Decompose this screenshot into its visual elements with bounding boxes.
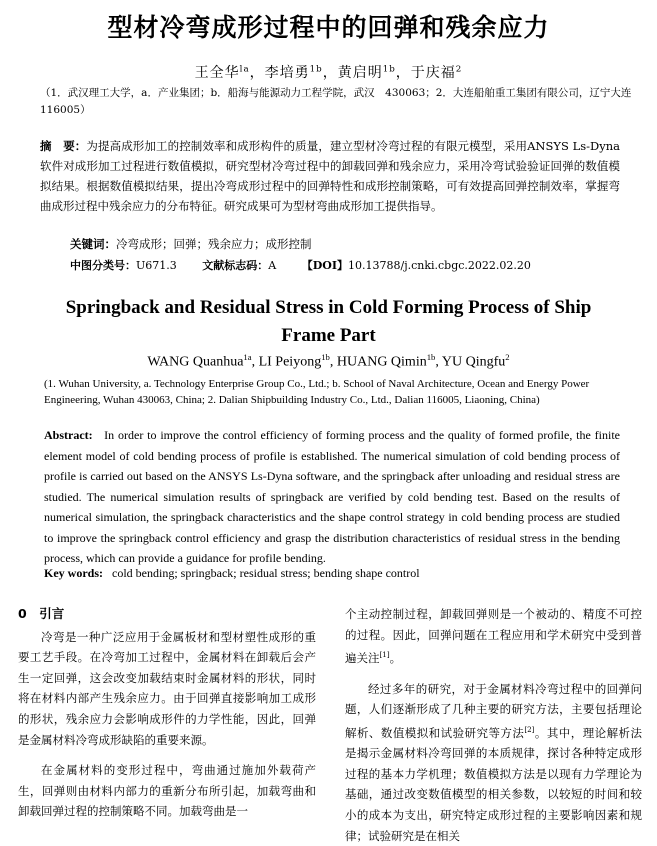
paragraph: 在金属材料的变形过程中，弯曲通过施加外载荷产生，回弹则由材料内部力的重新分布所引起，加载弯曲和卸载回弹过程的控制策略不同。加载弯曲是一 <box>18 763 316 819</box>
doi: 【DOI】10.13788/j.cnki.cbgc.2022.02.20 <box>301 259 531 272</box>
clc-number: 中图分类号：U671.3 <box>70 259 177 272</box>
en-authors: WANG Quanhua$^{1a}$, LI Peiyong$^{1b}$, HUANG Qimin$^{1b}$, YU Qingfu$^2$ <box>147 352 510 370</box>
en-title: Springback and Residual Stress in Cold Forming Process of Ship Frame Part <box>65 297 592 346</box>
document-code: 文献标志码：A <box>202 259 277 272</box>
en-affiliation: (1. Wuhan University, a. Technology Enterprise Group Co., Ltd.; b. School of Naval Architecture, Ocean and Energy Power Engineering, Wuhan 430063, China; 2. Dalian Shipbuilding Industry Co., Ltd., Dalian 116005, Liaoning, China) <box>44 378 590 406</box>
cn-classification <box>70 257 553 273</box>
cn-abstract: 摘 要：为提高成形加工的控制效率和成形构件的质量，建立型材冷弯过程的有限元模型，采用ANSYS Ls-Dyna软件对成形加工过程进行数值模拟，研究型材冷弯过程中的卸载回弹和残余应力，采用冷弯试验验证回弹的数值模拟结果。根据数值模拟结果，提出冷弯成形过程中的回弹特性和成形控制策略，可有效提高回弹控制效率，掌握弯曲成形过程中残余应力的分布特征。研究成果可为型材弯曲成形加工提供指导。 <box>40 139 621 213</box>
paragraph: 个主动控制过程，卸载回弹则是一个被动的、精度不可控的过程。因此，回弹问题在工程应用和学术研究中受到普遍关注[1]。 <box>345 607 642 666</box>
en-abstract: Abstract: In order to improve the control efficiency of forming process and the quality of formed profile, the finite element model of cold bending process of profile is established. The numerical simulation of cold bending process of profile is carried out based on the ANSYS Ls-Dyna software, and the springback after unloading and residual stress are studied. The numerical simulation results of springback are verified by cold bending test. Based on the results of numerical simulation, the springback characteristics and the shape control strategy in cold bending process are studied to improve the springback control efficiency and grasp the distribution characteristics of residual stress in the bending process, which can provide a guidance for profile bending. <box>44 428 620 565</box>
cn-affiliation: （1．武汉理工大学，a．产业集团；b．船海与能源动力工程学院，武汉 430063；2．大连船舶重工集团有限公司，辽宁大连 116005） <box>40 87 642 116</box>
section-heading: 0 引言 <box>18 606 65 621</box>
citation: [2] <box>524 724 535 734</box>
cn-keywords: 关键词：冷弯成形；回弹；残余应力；成形控制 <box>70 237 312 251</box>
paragraph: 冷弯是一种广泛应用于金属板材和型材塑性成形的重要工艺手段。在冷弯加工过程中，金属材料在卸载后会产生一定回弹，这会改变加载结束时金属材料的形状，同时将在材料内部产生残余应力。由于回弹直接影响加工成形的形状，残余应力会影响成形件的力学性能，因此，回弹是金属材料冷弯成形缺陷的重要来源。 <box>18 629 316 747</box>
paragraph: 经过多年的研究，对于金属材料冷弯过程中的回弹问题，人们逐渐形成了几种主要的研究方法，主要包括理论解析、数值模拟和试验研究等方法[2]。其中，理论解析法是揭示金属材料冷弯回弹的本质规律，探讨各种特定成形过程的基本力学机理；数值模拟方法是以现有力学理论为基础，通过改变数值模型的相关参数，以较短的时间和较小的成本为支出，研究特定成形过程的主要影响因素和规律；试验研究是在相关 <box>345 681 643 843</box>
cn-title: 型材冷弯成形过程中的回弹和残余应力 <box>107 13 550 42</box>
citation: [1] <box>379 650 390 660</box>
body-left-column <box>18 604 316 822</box>
cn-authors: 王全华$^{la}$，李培勇$^{1b}$，黄启明$^{1b}$，于庆福$^2$ <box>194 64 463 81</box>
body-right-column <box>345 604 642 846</box>
en-keywords: Key words: cold bending; springback; residual stress; bending shape control <box>44 566 420 580</box>
cn-abstract-label: 摘 要： <box>40 139 87 153</box>
